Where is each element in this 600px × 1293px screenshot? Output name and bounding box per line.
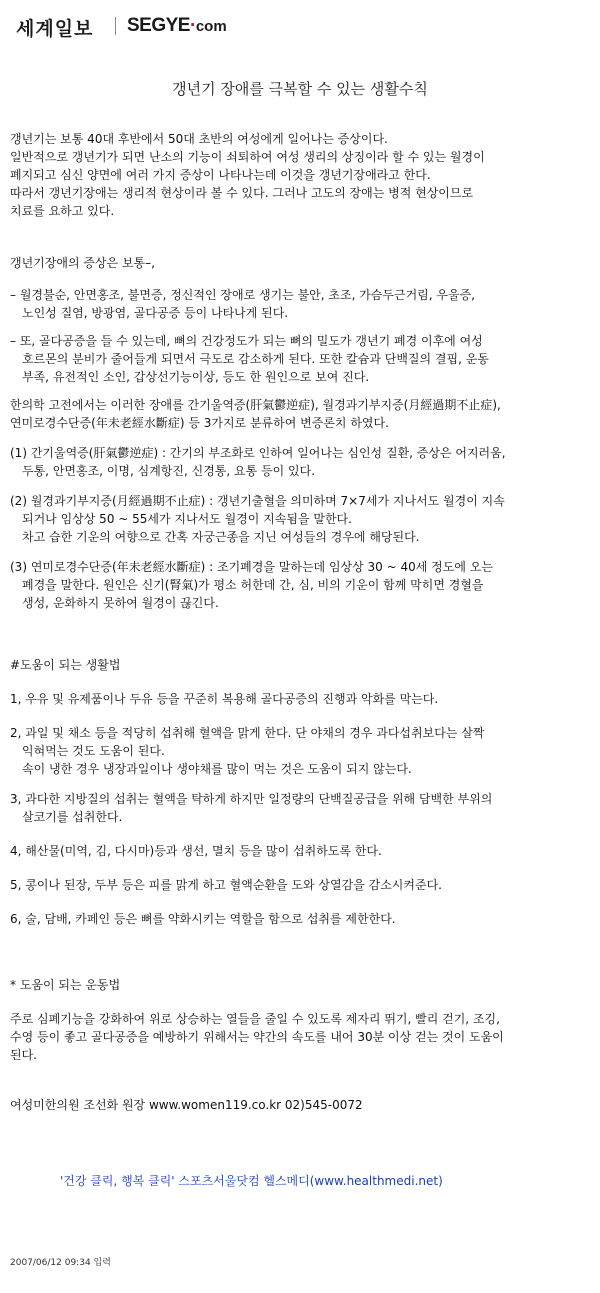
text-line: 생성, 운화하지 못하여 월경이 끊긴다. [22, 596, 219, 610]
text-line: 된다. [10, 1048, 37, 1062]
logo-en-main: SEGYE [127, 15, 190, 36]
site-logo-english[interactable] [127, 15, 227, 37]
type-item [10, 558, 590, 612]
symptoms-heading: 갱년기장애의 증상은 보통–, [10, 256, 155, 270]
author-credit: 여성미한의원 조선화 원장 www.women119.co.kr 02)545-0072 [10, 1098, 363, 1112]
text-line: 호르몬의 분비가 줄어들게 되면서 극도로 감소하게 된다. 또한 칼슘과 단백질의 결핍, 운동 [22, 352, 489, 366]
text-line: 주로 심폐기능을 강화하여 위로 상승하는 열들을 줄일 수 있도록 제자리 뛰기, 빨리 걷기, 조깅, [10, 1012, 500, 1026]
habit-item [10, 724, 590, 778]
text-line: 부족, 유전적인 소인, 갑상선기능이상, 등도 한 원인으로 보여 진다. [22, 370, 370, 384]
symptom-item [10, 332, 590, 386]
type-item [10, 444, 590, 480]
text-line: 5, 콩이나 된장, 두부 등은 피를 맑게 하고 혈액순환을 도와 상열감을 감소시켜준다. [10, 878, 442, 892]
type-item [10, 492, 590, 546]
site-header [0, 0, 600, 44]
oriental-medicine-paragraph [10, 396, 590, 432]
text-line: 속이 냉한 경우 냉장과일이나 생야채를 많이 먹는 것은 도움이 되지 않는다. [22, 762, 412, 776]
habit-item [10, 910, 590, 928]
logo-en-dot: · [189, 15, 196, 36]
text-line: (2) 월경과기부지증(月經過期不止症) : 갱년기출혈을 의미하며 7×7세가 지나서도 월경이 지속 [10, 494, 505, 508]
text-line: 한의학 고전에서는 이러한 장애를 간기울역증(肝氣鬱逆症), 월경과기부지증(月經過期不止症), [10, 398, 501, 412]
text-line: 2, 과일 및 채소 등을 적당히 섭취해 혈액을 맑게 한다. 단 야채의 경우 과다섭취보다는 살짝 [10, 726, 485, 740]
text-line: 노인성 질염, 방광염, 골다공증 등이 나타나게 된다. [22, 306, 289, 320]
text-line: 살코기를 섭취한다. [22, 810, 123, 824]
intro-paragraph [10, 130, 590, 220]
text-line: 차고 습한 기운의 여향으로 간혹 자궁근종을 지닌 여성들의 경우에 해당된다. [22, 530, 420, 544]
text-line: 되거나 임상상 50 ~ 55세가 지나서도 월경이 지속됨을 말한다. [22, 512, 352, 526]
text-line: 익혀먹는 것도 도움이 된다. [22, 744, 165, 758]
article-title: 갱년기 장애를 극복할 수 있는 생활수칙 [172, 80, 428, 98]
text-line: 폐경을 말한다. 원인은 신기(腎氣)가 평소 허한데 간, 심, 비의 기운이 함께 막히면 경혈을 [22, 578, 484, 592]
text-line: 1, 우유 및 유제품이나 두유 등을 꾸준히 복용해 골다공증의 진행과 악화를 막는다. [10, 692, 439, 706]
habit-item [10, 790, 590, 826]
text-line: 갱년기는 보통 40대 후반에서 50대 초반의 여성에게 일어나는 증상이다. [10, 132, 388, 146]
text-line: 4, 해산물(미역, 김, 다시마)등과 생선, 멸치 등을 많이 섭취하도록 한다. [10, 844, 382, 858]
logo-en-com: com [195, 18, 227, 35]
text-line: 수영 등이 좋고 골다공증을 예방하기 위해서는 약간의 속도를 내어 30분 이상 걷는 것이 도움이 [10, 1030, 504, 1044]
text-line: – 또, 골다공증을 들 수 있는데, 뼈의 건강정도가 되는 뼈의 밀도가 갱년기 폐경 이후에 여성 [10, 334, 483, 348]
habit-item [10, 690, 590, 708]
logo-divider [115, 17, 116, 35]
symptom-item [10, 286, 590, 322]
text-line: 따라서 갱년기장애는 생리적 현상이라 볼 수 있다. 그러나 고도의 장애는 병적 현상이므로 [10, 186, 474, 200]
text-line: 폐지되고 심신 양면에 여러 가지 증상이 나타나는데 이것을 갱년기장애라고 한다. [10, 168, 431, 182]
habit-item [10, 876, 590, 894]
exercise-heading: * 도움이 되는 운동법 [10, 978, 121, 992]
text-line: (3) 연미로경수단증(年未老經水斷症) : 조기폐경을 말하는데 임상상 30 ~ 40세 정도에 오는 [10, 560, 493, 574]
promo-link[interactable]: '건강 클릭, 행복 클릭' 스포츠서울닷컴 헬스메디(www.healthmedi.net) [60, 1174, 443, 1188]
text-line: (1) 간기울역증(肝氣鬱逆症) : 간기의 부조화로 인하여 일어나는 심인성 질환, 증상은 어지러움, [10, 446, 506, 460]
text-line: 두통, 안면홍조, 이명, 심계항진, 신경통, 요통 등이 있다. [22, 464, 316, 478]
text-line: – 월경불순, 안면홍조, 불면증, 정신적인 장애로 생기는 불안, 초조, 가슴두근거림, 우울증, [10, 288, 475, 302]
published-timestamp: 2007/06/12 09:34 입력 [10, 1258, 111, 1268]
site-logo-korean[interactable]: 세계일보 [16, 18, 94, 40]
text-line: 3, 과다한 지방질의 섭취는 혈액을 탁하게 하지만 일정량의 단백질공급을 위해 담백한 부위의 [10, 792, 493, 806]
habits-heading: #도움이 되는 생활법 [10, 658, 121, 672]
text-line: 연미로경수단증(年未老經水斷症) 등 3가지로 분류하여 변증론치 하였다. [10, 416, 389, 430]
text-line: 6, 술, 담배, 카페인 등은 뼈를 약화시키는 역할을 함으로 섭취를 제한한다. [10, 912, 396, 926]
habit-item [10, 842, 590, 860]
text-line: 치료를 요하고 있다. [10, 204, 115, 218]
text-line: 일반적으로 갱년기가 되면 난소의 기능이 쇠퇴하여 여성 생리의 상징이라 할 수 있는 월경이 [10, 150, 485, 164]
exercise-paragraph [10, 1010, 590, 1064]
